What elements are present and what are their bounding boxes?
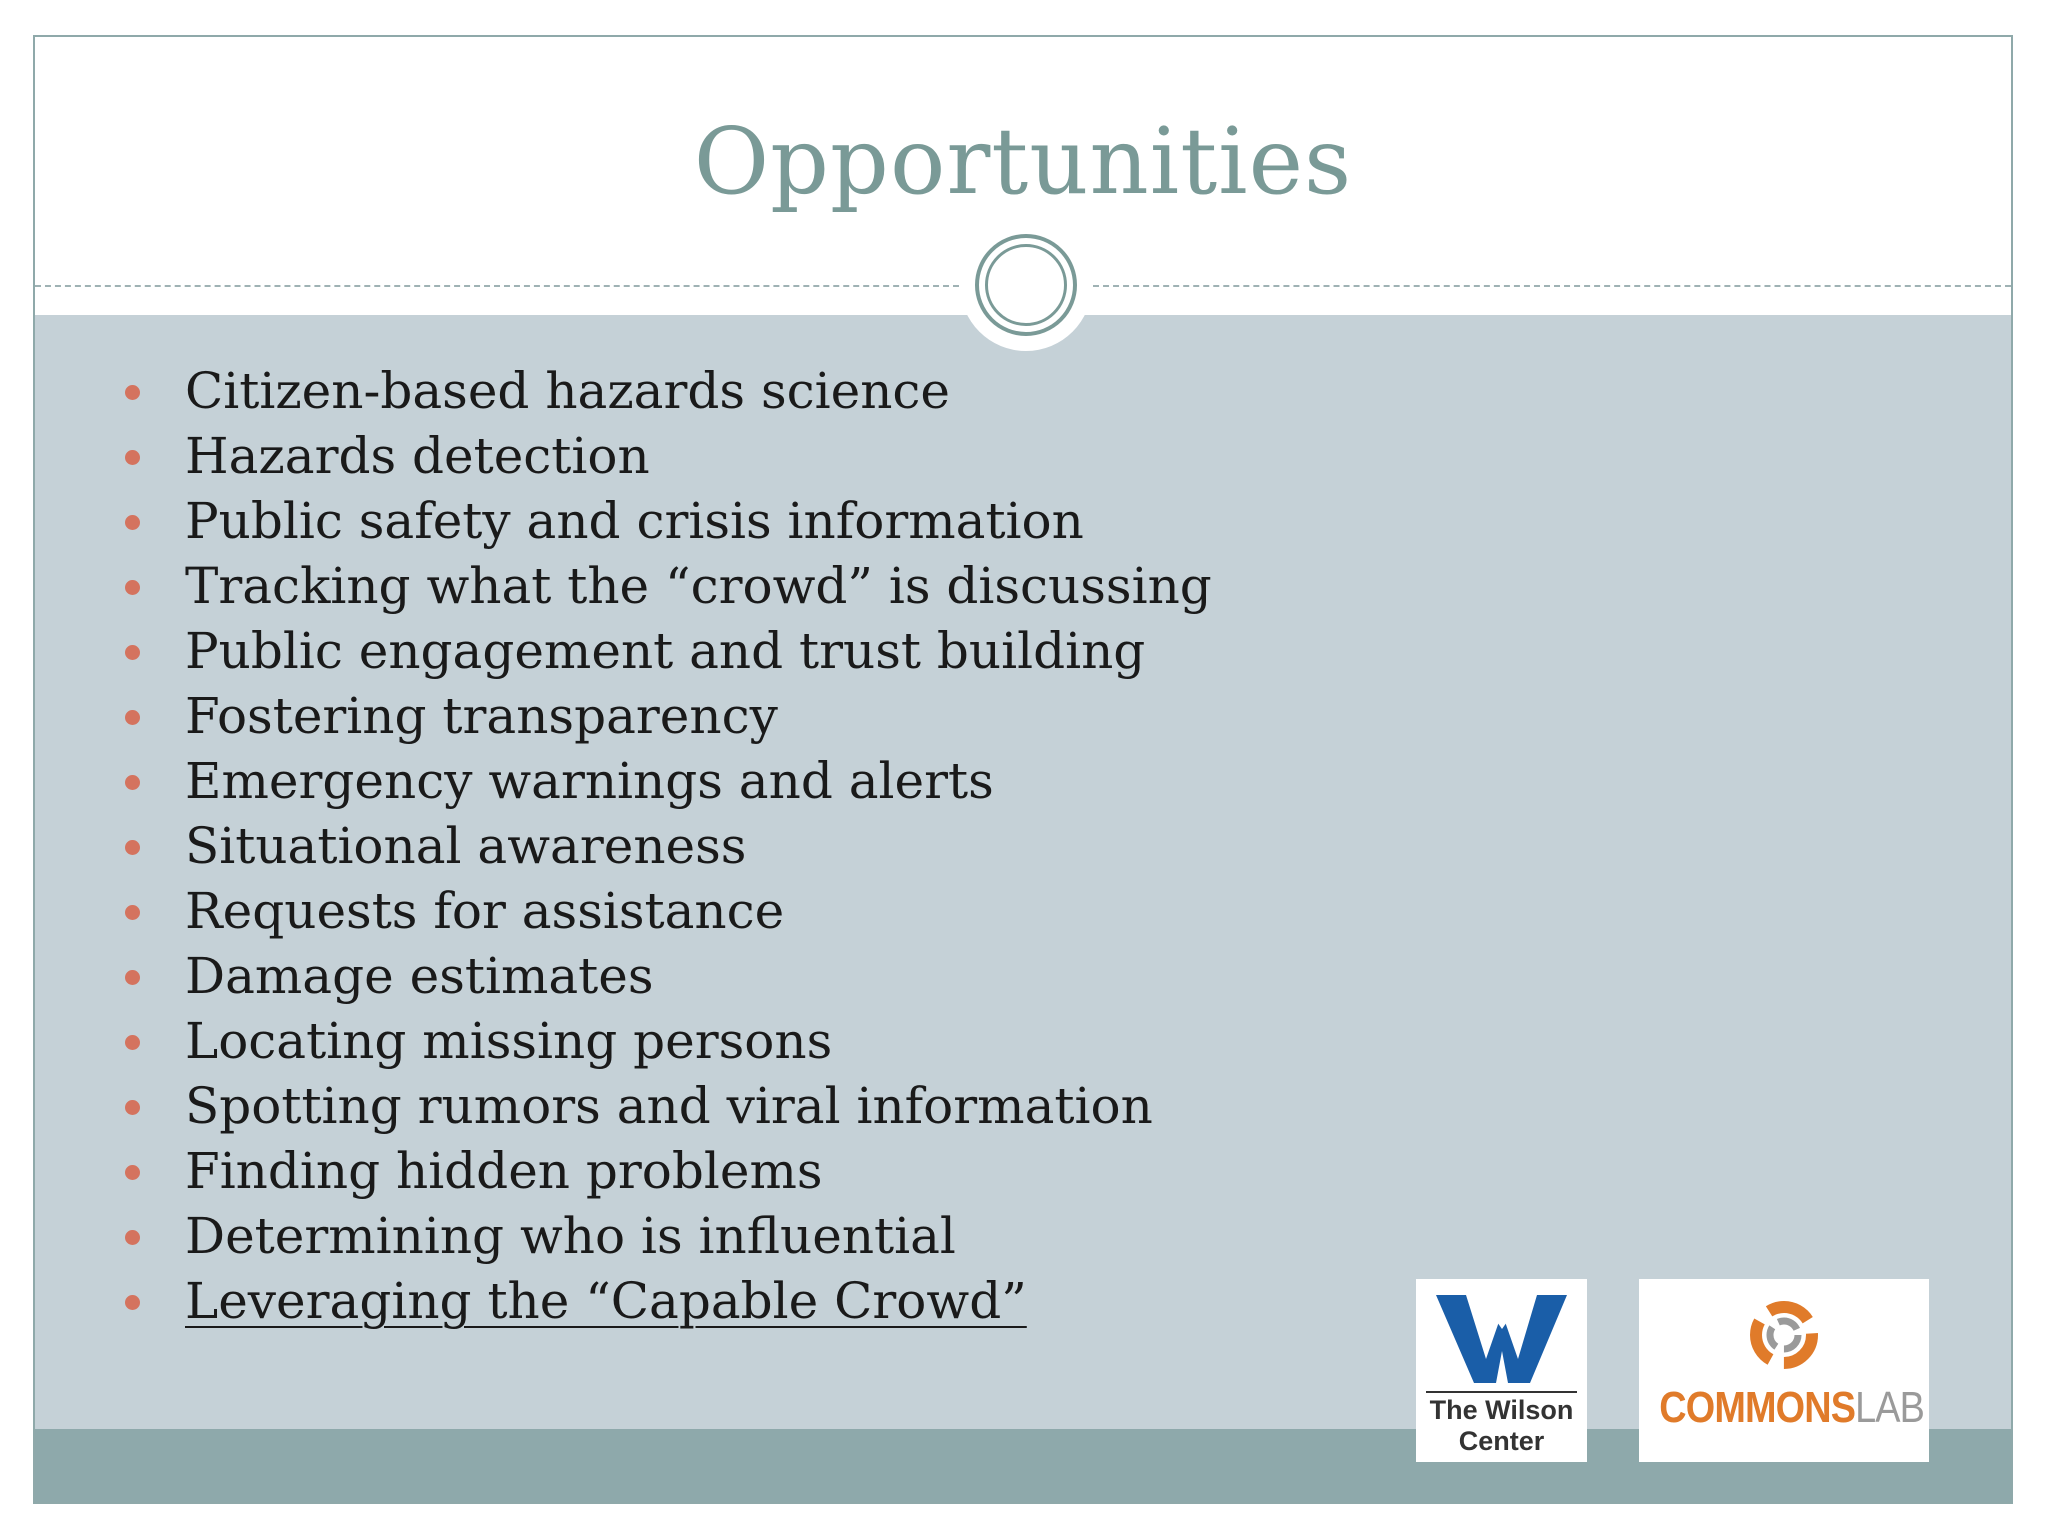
list-item: Situational awareness <box>95 814 1212 879</box>
bullet-dot-icon <box>125 515 140 530</box>
title-divider-right <box>1093 285 2011 287</box>
bullet-dot-icon <box>125 710 140 725</box>
circle-ornament-icon <box>975 234 1077 336</box>
wilson-line2: Center <box>1458 1426 1545 1456</box>
wilson-w-icon <box>1436 1289 1567 1389</box>
bullet-dot-icon <box>125 840 140 855</box>
bullet-dot-icon <box>125 775 140 790</box>
list-item: Tracking what the “crowd” is discussing <box>95 554 1212 619</box>
list-item: Fostering transparency <box>95 684 1212 749</box>
wilson-logo-text <box>1416 1395 1587 1457</box>
commons-lab-wordmark <box>1659 1383 1925 1433</box>
wilson-rule <box>1426 1391 1577 1393</box>
list-item: Damage estimates <box>95 944 1212 1009</box>
circle-ornament-inner <box>985 244 1067 326</box>
commons-ring-inner <box>1770 1321 1798 1349</box>
wilson-w-notch <box>1478 1295 1526 1329</box>
wilson-line1: The Wilson <box>1429 1395 1574 1425</box>
list-item: Public engagement and trust building <box>95 619 1212 684</box>
list-item: Public safety and crisis information <box>95 489 1212 554</box>
bullet-dot-icon <box>125 1165 140 1180</box>
list-item: Determining who is influential <box>95 1204 1212 1269</box>
list-item-linked[interactable] <box>95 1269 1212 1334</box>
list-item: Hazards detection <box>95 424 1212 489</box>
bullet-dot-icon <box>125 645 140 660</box>
bullet-dot-icon <box>125 1230 140 1245</box>
commons-ring-outer <box>1756 1307 1812 1363</box>
wilson-center-logo <box>1416 1279 1587 1462</box>
list-item: Spotting rumors and viral information <box>95 1074 1212 1139</box>
lab-word: LAB <box>1855 1383 1925 1432</box>
list-item: Emergency warnings and alerts <box>95 749 1212 814</box>
list-item: Citizen-based hazards science <box>95 359 1212 424</box>
list-item: Requests for assistance <box>95 879 1212 944</box>
bullet-dot-icon <box>125 1295 140 1310</box>
capable-crowd-link[interactable]: Leveraging the “Capable Crowd” <box>185 1272 1027 1330</box>
title-divider-left <box>35 285 959 287</box>
bullet-dot-icon <box>125 970 140 985</box>
bullet-dot-icon <box>125 580 140 595</box>
slide <box>33 35 2013 1504</box>
list-item: Finding hidden problems <box>95 1139 1212 1204</box>
list-item: Locating missing persons <box>95 1009 1212 1074</box>
bullet-list <box>95 359 1212 1334</box>
bullet-dot-icon <box>125 1100 140 1115</box>
bullet-dot-icon <box>125 1035 140 1050</box>
bullet-dot-icon <box>125 450 140 465</box>
commons-word: COMMONS <box>1659 1383 1856 1432</box>
commons-lab-mark-icon <box>1744 1295 1824 1375</box>
slide-title: Opportunities <box>693 108 1353 215</box>
commons-lab-logo <box>1639 1279 1929 1462</box>
bullet-dot-icon <box>125 905 140 920</box>
bullet-dot-icon <box>125 385 140 400</box>
